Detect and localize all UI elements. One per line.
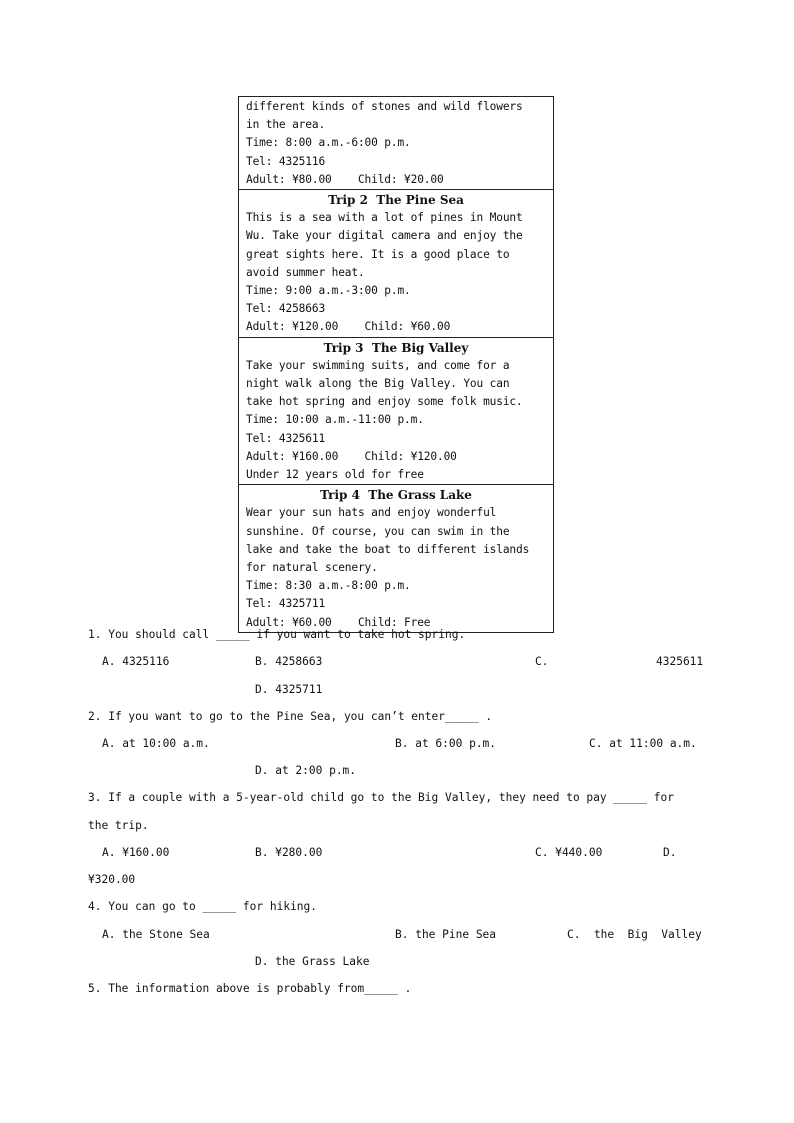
question-text: the trip.	[88, 819, 149, 832]
trip-text-line: sunshine. Of course, you can swim in the	[246, 524, 510, 538]
trip-price: Adult: ¥80.00 Child: ¥20.00	[246, 172, 444, 186]
trip-text-line: in the area.	[246, 118, 326, 132]
option-c[interactable]: C. ¥440.00	[535, 846, 603, 859]
trip-text-line: Wu. Take your digital camera and enjoy the	[246, 229, 523, 243]
option-d[interactable]: D. the Grass Lake	[255, 955, 370, 968]
option-d-value: ¥320.00	[88, 873, 136, 886]
option-a[interactable]: A. the Stone Sea	[102, 928, 210, 941]
trip-tel: Tel: 4325611	[246, 431, 326, 445]
trip-3-section	[239, 337, 553, 485]
trip-text-line: great sights here. It is a good place to	[246, 247, 510, 261]
trips-info-box	[238, 96, 554, 633]
option-b[interactable]: B. at 6:00 p.m.	[395, 737, 497, 750]
trip-price: Adult: ¥60.00 Child: Free	[246, 615, 431, 629]
question-text: 4. You can go to _____ for hiking.	[88, 900, 318, 913]
trip-tel: Tel: 4258663	[246, 302, 326, 316]
trip-time: Time: 8:30 a.m.-8:00 p.m.	[246, 579, 411, 593]
question-3-continued	[88, 818, 149, 834]
option-c[interactable]: C. at 11:00 a.m.	[589, 737, 697, 750]
trip-tel: Tel: 4325116	[246, 154, 326, 168]
trip-text-line: lake and take the boat to different islands	[246, 542, 530, 556]
trip-text-line: Wear your sun hats and enjoy wonderful	[246, 506, 497, 520]
option-d[interactable]: D. at 2:00 p.m.	[255, 764, 357, 777]
question-text: 2. If you want to go to the Pine Sea, you can’t enter_____ .	[88, 710, 493, 723]
question-5	[88, 981, 411, 997]
option-c[interactable]: C. the Big Valley	[567, 928, 702, 941]
question-text: 3. If a couple with a 5-year-old child go to the Big Valley, they need to pay _____ for	[88, 791, 674, 804]
question-text: 5. The information above is probably from_____ .	[88, 982, 412, 995]
option-a[interactable]: A. ¥160.00	[102, 846, 170, 859]
trip-text-line: night walk along the Big Valley. You can	[246, 377, 510, 391]
trip-text-line: take hot spring and enjoy some folk music.	[246, 395, 523, 409]
option-d[interactable]: D.	[663, 846, 677, 859]
trip-price: Adult: ¥120.00 Child: ¥60.00	[246, 320, 451, 334]
trip-text-line: different kinds of stones and wild flowers	[246, 100, 523, 113]
question-1	[88, 627, 465, 643]
trip-time: Time: 10:00 a.m.-11:00 p.m.	[246, 413, 424, 427]
trip-text-line: This is a sea with a lot of pines in Mount	[246, 211, 523, 225]
question-3	[88, 790, 700, 806]
option-b[interactable]: B. 4258663	[255, 655, 323, 668]
trip-text-line: avoid summer heat.	[246, 265, 365, 279]
trip-title: Trip 4 The Grass Lake	[320, 488, 472, 503]
trip-price: Adult: ¥160.00 Child: ¥120.00	[246, 449, 457, 463]
question-2	[88, 709, 492, 725]
question-text: 1. You should call _____ if you want to take hot spring.	[88, 628, 466, 641]
trip-text-line: for natural scenery.	[246, 561, 378, 575]
option-a[interactable]: A. at 10:00 a.m.	[102, 737, 210, 750]
trip-tel: Tel: 4325711	[246, 597, 326, 611]
trip-2-section	[239, 189, 553, 337]
trip-title: Trip 3 The Big Valley	[323, 340, 469, 355]
question-4	[88, 899, 317, 915]
trip-time: Time: 9:00 a.m.-3:00 p.m.	[246, 284, 411, 298]
option-b[interactable]: B. ¥280.00	[255, 846, 323, 859]
option-a[interactable]: A. 4325116	[102, 655, 170, 668]
option-b[interactable]: B. the Pine Sea	[395, 928, 497, 941]
trip-title: Trip 2 The Pine Sea	[328, 193, 464, 208]
option-c-value: 4325611	[656, 655, 704, 668]
trip-4-section	[239, 484, 553, 632]
trip-1-section	[239, 97, 553, 189]
option-d[interactable]: D. 4325711	[255, 683, 323, 696]
option-c[interactable]: C.	[535, 655, 549, 668]
trip-text-line: Take your swimming suits, and come for a	[246, 358, 510, 372]
trip-time: Time: 8:00 a.m.-6:00 p.m.	[246, 136, 411, 150]
trip-note: Under 12 years old for free	[246, 468, 424, 482]
